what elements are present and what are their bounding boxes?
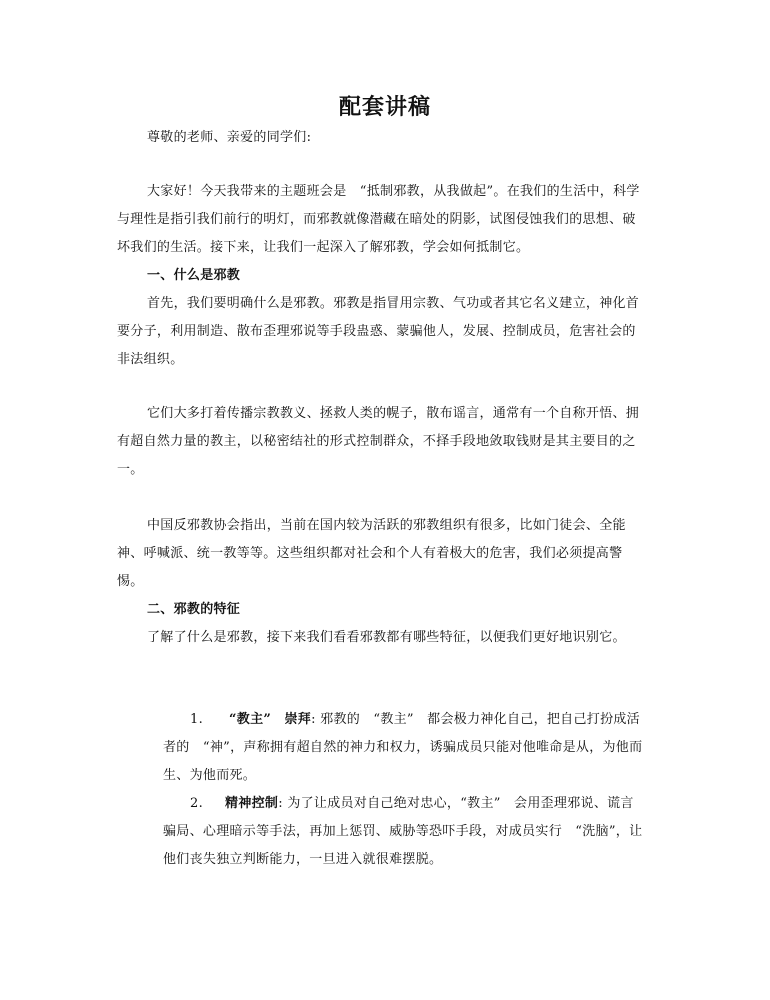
section1-p2-line-2: 有超自然力量的教主，以秘密结社的形式控制群众，不择手段地敛取钱财是其主要目的之 [117,434,636,449]
list-item-line-3: 他们丧失独立判断能力，一旦进入就很难摆脱。 [163,852,443,867]
section1-p2-line-1: 它们大多打着传播宗教教义、拯救人类的幌子，散布谣言，通常有一个自称开悟、拥 [147,406,640,421]
section2-intro: 了解了什么是邪教，接下来我们看看邪教都有哪些特征，以便我们更好地识别它。 [147,630,626,645]
list-item [190,706,640,734]
intro-line-1: 大家好！今天我带来的主题班会是 “抵制邪教，从我做起”。在我们的生活中，科学 [147,184,640,199]
greeting: 尊敬的老师、亲爱的同学们: [147,130,312,145]
list-item-bold-label: 精神控制 [225,796,279,811]
list-item-line-3: 生、为他而死。 [163,768,257,783]
intro-line-3: 坏我们的生活。接下来，让我们一起深入了解邪教，学会如何抵制它。 [117,240,530,255]
list-item [190,790,634,818]
list-item-line-2: 骗局、心理暗示等手法，再加上惩罚、威胁等恐吓手段，对成员实行 “洗脑”，让 [163,824,643,839]
section1-p1-line-1: 首先，我们要明确什么是邪教。邪教是指冒用宗教、气功或者其它名义建立，神化首 [147,296,640,311]
section1-p1-line-3: 非法组织。 [117,352,184,367]
list-item-bold-label: “教主” 崇拜 [229,712,312,727]
section1-p3-line-2: 神、呼喊派、统一教等等。这些组织都对社会和个人有着极大的危害，我们必须提高警 [117,546,623,561]
section1-heading: 一、什么是邪教 [147,268,241,283]
section2-heading: 二、邪教的特征 [147,602,241,617]
section1-p3-line-3: 惕。 [117,574,144,589]
section1-p2-line-3: 一。 [117,462,144,477]
list-item-text: : 邪教的 “教主” 都会极力神化自己，把自己打扮成活 [311,712,640,727]
list-item-line-2: 者的 “神”，声称拥有超自然的神力和权力，诱骗成员只能对他唯命是从，为他而 [163,740,643,755]
list-item-number: 1. [190,712,204,727]
list-item-number: 2. [190,796,204,811]
intro-line-2: 与理性是指引我们前行的明灯，而邪教就像潜藏在暗处的阴影，试图侵蚀我们的思想、破 [117,212,636,227]
section1-p3-line-1: 中国反邪教协会指出，当前在国内较为活跃的邪教组织有很多，比如门徒会、全能 [147,518,626,533]
list-item-text: : 为了让成员对自己绝对忠心，“教主” 会用歪理邪说、谎言 [278,796,634,811]
page-title: 配套讲稿 [338,94,431,120]
section1-p1-line-2: 要分子，利用制造、散布歪理邪说等手段蛊惑、蒙骗他人，发展、控制成员，危害社会的 [117,324,636,339]
